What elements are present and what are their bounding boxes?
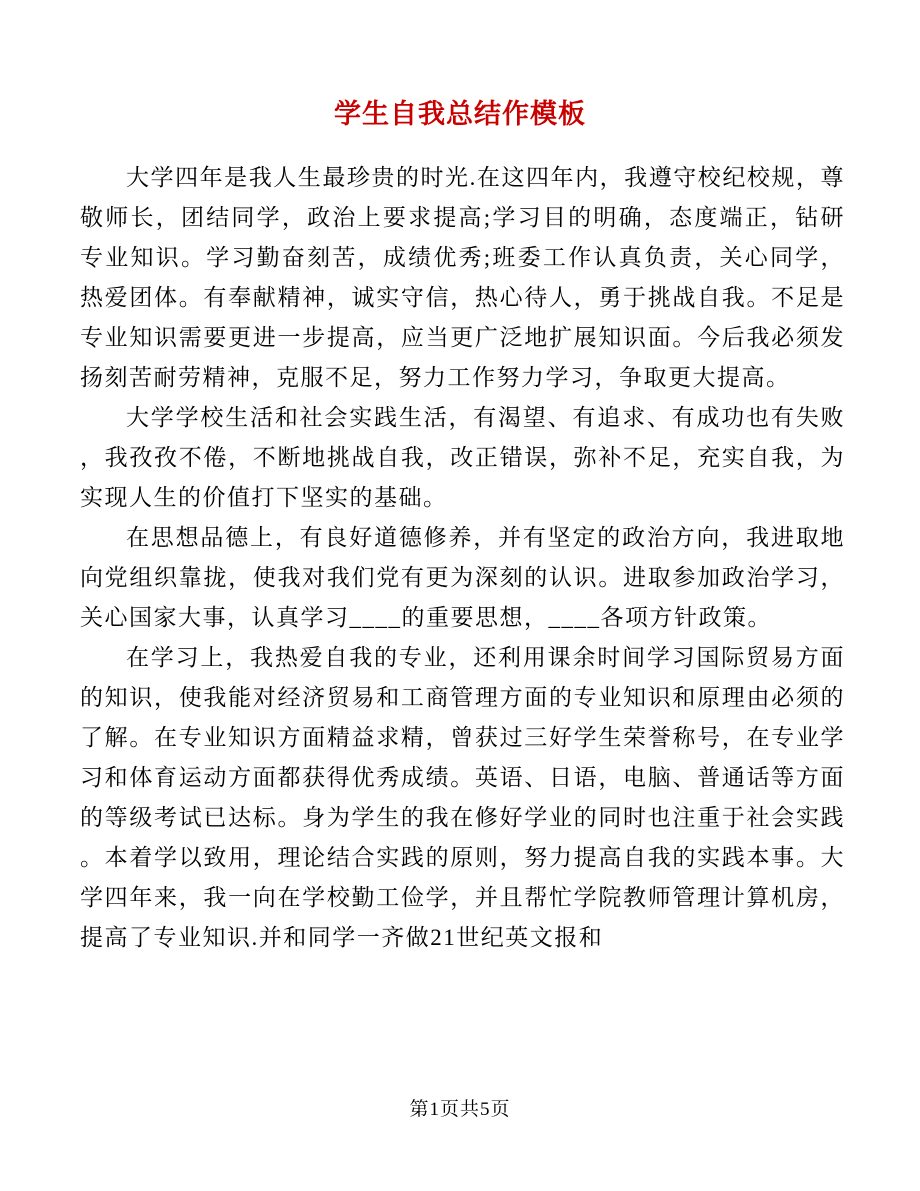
- paragraph-3: 在思想品德上，有良好道德修养，并有坚定的政治方向，我进取地向党组织靠拢，使我对我们党有更为深刻的认识。进取参加政治学习，关心国家大事，认真学习____的重要思想，____各项方针政策。: [80, 525, 845, 630]
- paragraph-4: 在学习上，我热爱自我的专业，还利用课余时间学习国际贸易方面的知识，使我能对经济贸易和工商管理方面的专业知识和原理由必须的了解。在专业知识方面精益求精，曾获过三好学生荣誉称号，在专业学习和体育运动方面都获得优秀成绩。英语、日语，电脑、普通话等方面的等级考试已达标。身为学生的我在修好学业的同时也注重于社会实践。本着学以致用，理论结合实践的原则，努力提高自我的实践本事。大学四年来，我一向在学校勤工俭学，并且帮忙学院教师管理计算机房，提高了专业知识.并和同学一齐做21世纪英文报和: [80, 645, 845, 950]
- paragraph-1: 大学四年是我人生最珍贵的时光.在这四年内，我遵守校纪校规，尊敬师长，团结同学，政治上要求提高;学习目的明确，态度端正，钻研专业知识。学习勤奋刻苦，成绩优秀;班委工作认真负责，关心同学，热爱团体。有奉献精神，诚实守信，热心待人，勇于挑战自我。不足是专业知识需要更进一步提高，应当更广泛地扩展知识面。今后我必须发扬刻苦耐劳精神，克服不足，努力工作努力学习，争取更大提高。: [80, 165, 845, 390]
- page-number-label: 第1页共5页: [409, 1099, 511, 1120]
- page-title: 学生自我总结作模板: [334, 99, 586, 130]
- document-body: [80, 158, 845, 958]
- paragraph-2: 大学学校生活和社会实践生活，有渴望、有追求、有成功也有失败，我孜孜不倦，不断地挑战自我，改正错误，弥补不足，充实自我，为实现人生的价值打下坚实的基础。: [80, 405, 845, 510]
- page-footer: [0, 1095, 920, 1125]
